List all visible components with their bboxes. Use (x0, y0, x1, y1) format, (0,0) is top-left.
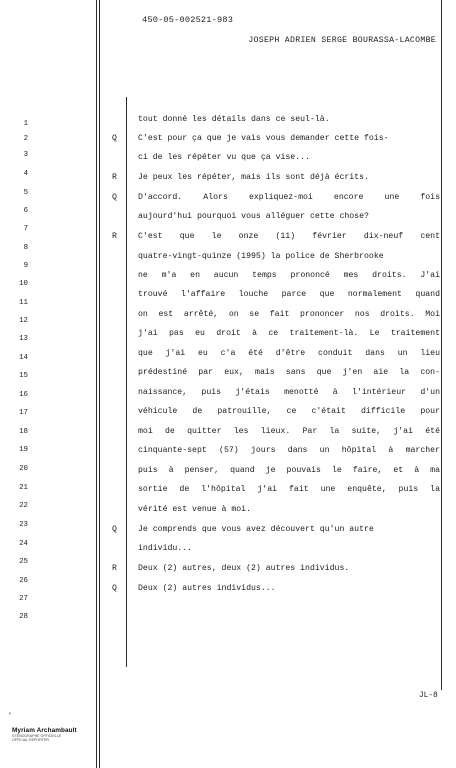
logo-subtitle-1: STÉNOGRAPHE OFFICIELLE (12, 734, 62, 738)
speaker-label: R (112, 173, 117, 182)
speaker-column-rule (126, 97, 127, 667)
quill-icon: ❜ (9, 713, 11, 719)
speaker-label: Q (112, 584, 117, 593)
transcript-line: quatre-vingt-quinze (1995) la police de Sherbrooke (138, 252, 384, 261)
transcript-line: C'est que le onze (11) février dix-neuf cent (138, 232, 440, 241)
speaker-label: R (112, 232, 117, 241)
line-number: 27 (19, 595, 28, 603)
line-number: 19 (19, 446, 28, 454)
speaker-label: R (112, 564, 117, 573)
transcript-line: aujourd'hui pourquoi vous alléguer cette chose? (138, 212, 369, 221)
line-number: 10 (19, 280, 28, 288)
right-margin-rule (441, 0, 442, 690)
transcript-line: Je peux les répéter, mais ils sont déjà écrits. (138, 173, 369, 182)
transcript-line: Deux (2) autres, deux (2) autres individus. (138, 564, 350, 573)
page-code: JL-8 (419, 692, 438, 700)
line-number: 20 (19, 465, 28, 473)
line-number: 28 (19, 613, 28, 621)
transcript-line: vérité est venue à moi. (138, 505, 252, 514)
line-number: 1 (23, 120, 28, 128)
line-number: 7 (23, 225, 28, 233)
logo-name: Myriam Archambault (12, 727, 77, 734)
transcript-line: moi de quitter les lieux. Par la suite, j'ai été (138, 427, 440, 436)
line-number: 23 (19, 521, 28, 529)
transcript-line: Je comprends que vous avez découvert qu'un autre (138, 525, 374, 534)
line-number: 4 (23, 170, 28, 178)
transcript-line: individu... (138, 544, 193, 553)
transcript-line: que j'ai eu c'a été d'être conduit dans un lieu (138, 349, 440, 358)
stenographer-logo (9, 713, 77, 743)
line-number: 6 (23, 207, 28, 215)
case-number: 450-05-002521-983 (142, 15, 234, 25)
line-number: 16 (19, 391, 28, 399)
line-number: 25 (19, 558, 28, 566)
transcript-line: tout donné les détails dans ce seul-là. (138, 115, 330, 124)
line-number: 17 (19, 409, 28, 417)
line-number: 15 (19, 372, 28, 380)
transcript-line: on est arrêté, on se fait prononcer nos droits. Moi (138, 310, 440, 319)
line-number: 2 (23, 135, 28, 143)
speaker-label: Q (112, 525, 117, 534)
transcript-line: C'est pour ça que je vais vous demander cette fois- (138, 134, 389, 143)
line-number: 8 (23, 244, 28, 252)
transcript-line: puis à penser, quand je pouvais le faire, et à ma (138, 466, 440, 475)
speaker-label: Q (112, 134, 117, 143)
line-number: 22 (19, 502, 28, 510)
line-number: 14 (19, 354, 28, 362)
line-number: 26 (19, 577, 28, 585)
line-number: 12 (19, 317, 28, 325)
line-number: 13 (19, 335, 28, 343)
transcript-line: cinquante-sept (57) jours dans un hôpital à marcher (138, 446, 440, 455)
line-number: 24 (19, 540, 28, 548)
line-number: 5 (23, 189, 28, 197)
line-number: 21 (19, 484, 28, 492)
logo-subtitle-2: OFFICIAL REPORTER (12, 738, 49, 743)
transcript-line: ci de les répéter vu que ça vise... (138, 153, 310, 162)
transcript-line: j'ai pas eu droit à ce traitement-là. Le traitement (138, 329, 440, 338)
transcript-line: sortie de l'hôpital j'ai fait une enquête, puis la (138, 485, 440, 494)
transcript-line: naissance, puis j'étais menotté à l'intérieur d'un (138, 388, 440, 397)
line-number: 18 (19, 428, 28, 436)
speaker-label: Q (112, 193, 117, 202)
line-number: 9 (23, 262, 28, 270)
left-margin-rule-inner (99, 0, 100, 768)
line-number: 3 (23, 151, 28, 159)
left-margin-rule-outer (96, 0, 97, 768)
transcript-line: prédestiné par eux, mais sans que j'en aie la con- (138, 368, 440, 377)
witness-name: JOSEPH ADRIEN SERGE BOURASSA-LACOMBE (248, 36, 436, 45)
transcript-line: trouvé l'affaire louche parce que normalement quand (138, 290, 440, 299)
transcript-line: D'accord. Alors expliquez-moi encore une fois (138, 193, 440, 202)
transcript-line: véhicule de patrouille, ce c'était difficile pour (138, 407, 440, 416)
transcript-line: ne m'a en aucun temps prononcé mes droits. J'ai (138, 271, 440, 280)
transcript-line: Deux (2) autres individus... (138, 584, 276, 593)
line-number: 11 (19, 299, 28, 307)
